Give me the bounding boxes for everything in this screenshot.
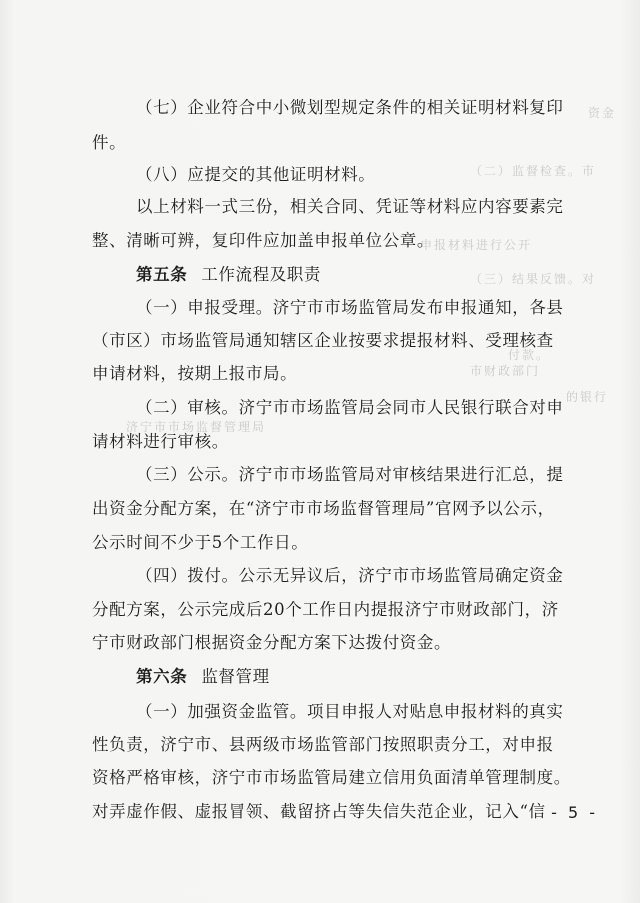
text-line: 对弄虚作假、虚报冒领、截留挤占等失信失范企业，记入“信 <box>92 802 546 821</box>
text-line: 宁市财政部门根据资金分配方案下达拨付资金。 <box>92 633 452 652</box>
text-line: 分配方案，公示完成后20个工作日内提报济宁市财政部门，济 <box>92 600 559 619</box>
text-line: （三）公示。济宁市市场监管局对审核结果进行汇总，提 <box>136 465 564 484</box>
article-6-heading <box>136 665 270 689</box>
text-line: （四）拨付。公示无异议后，济宁市市场监管局确定资金 <box>136 566 564 585</box>
bleed-through-text: （三）结果反馈。对 <box>470 272 597 286</box>
text-line: 出资金分配方案，在“济宁市市场监督管理局”官网予以公示， <box>92 499 555 518</box>
text-line: 申请材料，按期上报市局。 <box>92 364 298 383</box>
text-line: （市区）市场监管局通知辖区企业按要求提报材料、受理核查 <box>92 331 554 350</box>
text-line: （一）加强资金监管。项目申报人对贴息申报材料的真实 <box>136 702 564 721</box>
article-5-heading <box>136 263 321 287</box>
text-line: （八）应提交的其他证明材料。 <box>136 165 376 184</box>
text-line: 公示时间不少于5个工作日。 <box>92 533 309 552</box>
text-line: 以上材料一式三份，相关合同、凭证等材料应内容要素完 <box>136 197 564 216</box>
bleed-through-text: （二）监督检查。市 <box>470 164 597 178</box>
text-line: 请材料进行审核。 <box>92 432 229 451</box>
bleed-through-text: 资金 <box>588 106 617 120</box>
article-label: 第六条 <box>136 667 188 686</box>
bleed-through-text: 申报材料进行公开 <box>420 238 533 252</box>
text-line: （二）审核。济宁市市场监管局会同市人民银行联合对申 <box>136 398 564 417</box>
article-title: 监督管理 <box>201 667 270 686</box>
text-line: （七）企业符合中小微划型规定条件的相关证明材料复印 <box>136 98 564 117</box>
text-line: （一）申报受理。济宁市市场监管局发布申报通知，各县 <box>136 298 564 317</box>
text-line: 性负责，济宁市、县两级市场监管部门按照职责分工，对申报 <box>92 735 554 754</box>
bleed-through-text: 的银行 <box>566 390 609 404</box>
bleed-through-text: 济宁市市场监督管理局 <box>126 420 267 434</box>
page-number: - 5 - <box>551 803 598 822</box>
text-line: 资格严格审核，济宁市市场监管局建立信用负面清单管理制度。 <box>92 768 571 787</box>
bleed-through-text: 市财政部门 <box>470 364 541 378</box>
bleed-through-text: 付款。 <box>508 348 551 362</box>
article-label: 第五条 <box>136 265 188 284</box>
article-title: 工作流程及职责 <box>201 265 322 284</box>
text-line: 件。 <box>92 133 127 152</box>
text-line: 整、清晰可辨，复印件应加盖申报单位公章。 <box>92 231 434 250</box>
